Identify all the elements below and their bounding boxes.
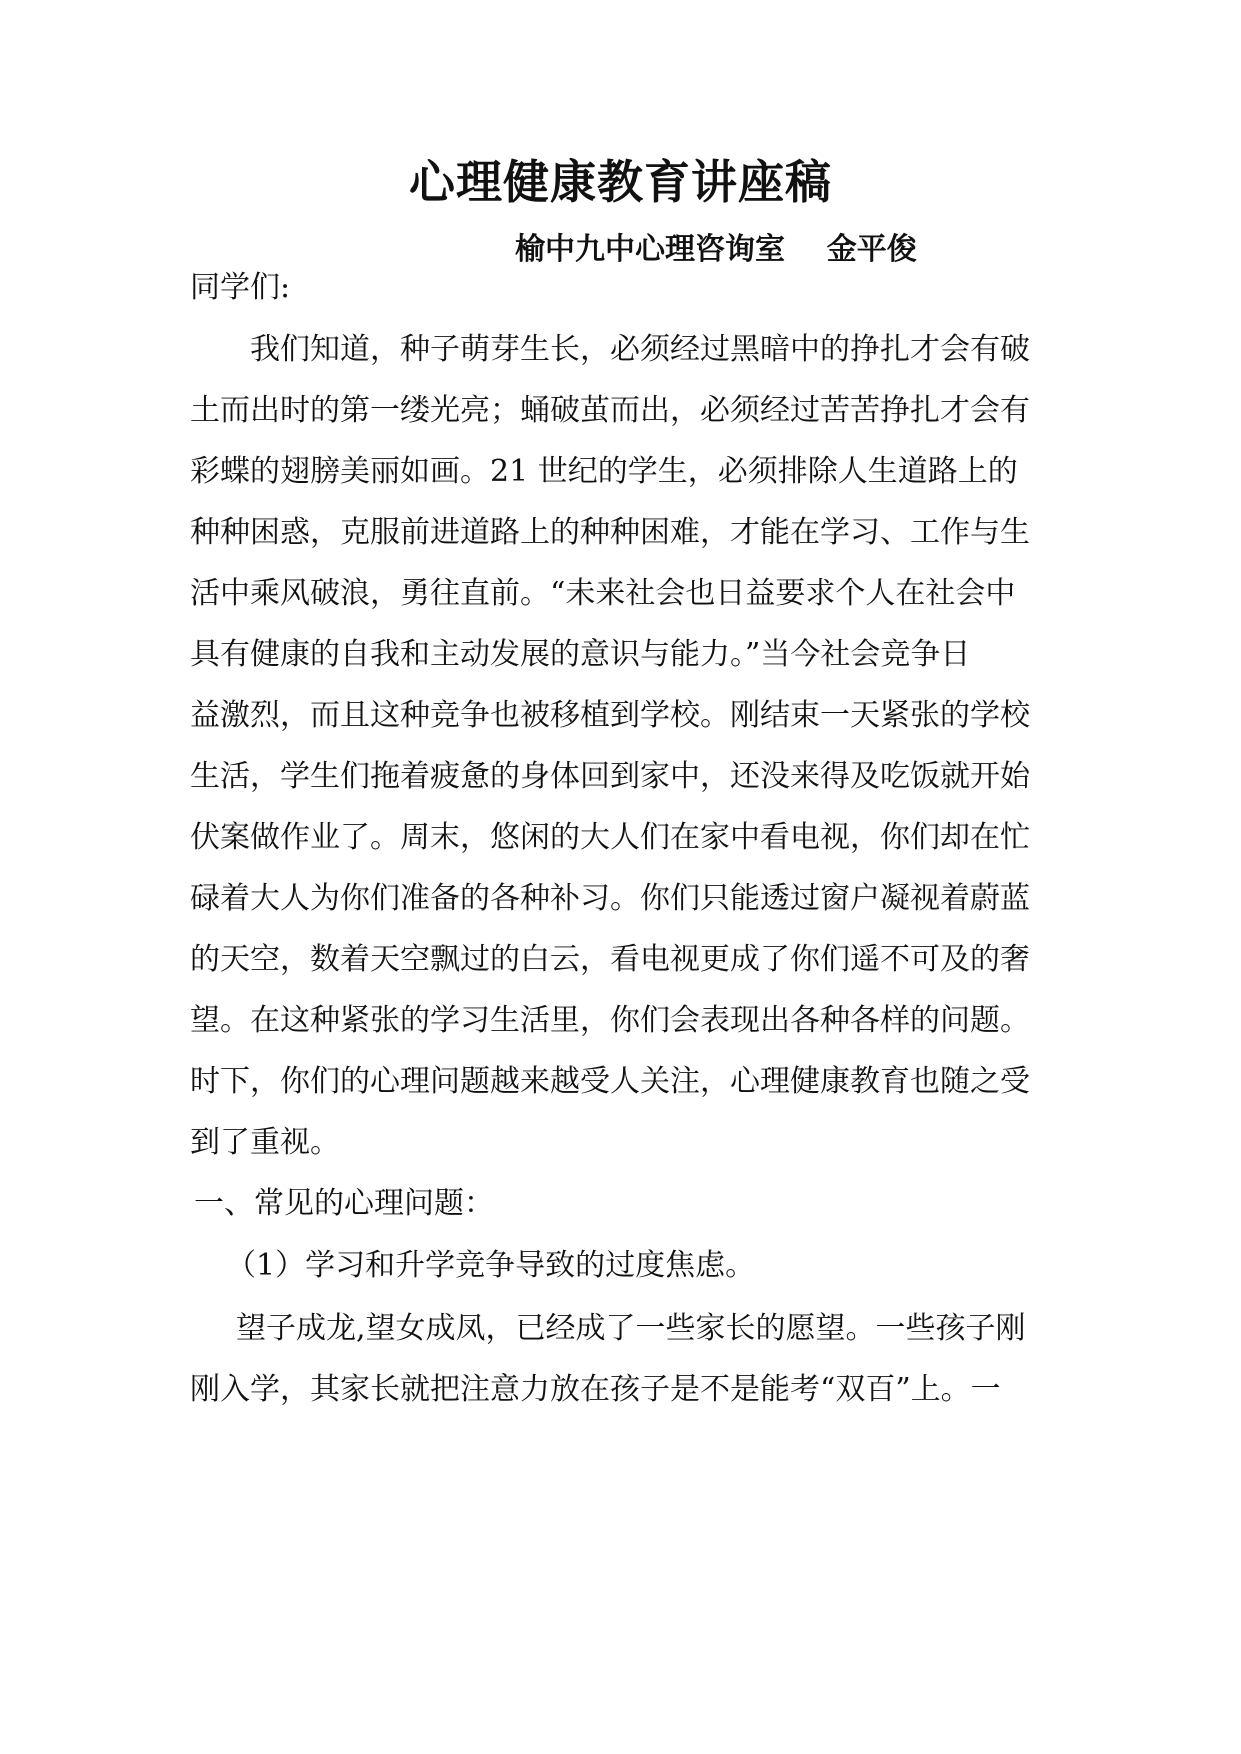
paragraph-line: 益激烈，而且这种竞争也被移植到学校。刚结束一天紧张的学校 xyxy=(190,698,1030,733)
subsection-heading: （1）学习和升学竞争导致的过度焦虑。 xyxy=(226,1248,756,1283)
paragraph-line: 的天空，数着天空飘过的白云，看电视更成了你们遥不可及的奢 xyxy=(190,942,1030,977)
paragraph-line: 土而出时的第一缕光亮；蛹破茧而出，必须经过苦苦挣扎才会有 xyxy=(190,393,1030,428)
paragraph-line: 碌着大人为你们准备的各种补习。你们只能透过窗户凝视着蔚蓝 xyxy=(190,881,1030,916)
paragraph-line: 种种困惑，克服前进道路上的种种困难，才能在学习、工作与生 xyxy=(190,515,1030,550)
paragraph-line: 彩蝶的翅膀美丽如画。21 世纪的学生，必须排除人生道路上的 xyxy=(190,454,1018,489)
paragraph-line: 具有健康的自我和主动发展的意识与能力。”当今社会竞争日 xyxy=(190,637,971,672)
author-line: 榆中九中心理咨询室 金平俊 xyxy=(515,232,917,267)
paragraph-line: 伏案做作业了。周末，悠闲的大人们在家中看电视，你们却在忙 xyxy=(190,820,1030,855)
salutation: 同学们: xyxy=(190,270,291,305)
section-heading: 一、常见的心理问题： xyxy=(194,1186,494,1221)
paragraph-line: 望。在这种紧张的学习生活里，你们会表现出各种各样的问题。 xyxy=(190,1003,1030,1038)
paragraph-line: 到了重视。 xyxy=(190,1125,340,1160)
paragraph-line: 望子成龙,望女成凤，已经成了一些家长的愿望。一些孩子刚 xyxy=(236,1311,1026,1346)
paragraph-line: 时下，你们的心理问题越来越受人关注，心理健康教育也随之受 xyxy=(190,1064,1030,1099)
paragraph-line: 活中乘风破浪，勇往直前。“未来社会也日益要求个人在社会中 xyxy=(190,576,1016,611)
paragraph-line: 刚入学，其家长就把注意力放在孩子是不是能考“双百”上。一 xyxy=(190,1372,1001,1407)
paragraph-line: 我们知道，种子萌芽生长，必须经过黑暗中的挣扎才会有破 xyxy=(250,332,1030,367)
paragraph-line: 生活，学生们拖着疲惫的身体回到家中，还没来得及吃饭就开始 xyxy=(190,759,1030,794)
document-title: 心理健康教育讲座稿 xyxy=(409,155,832,209)
